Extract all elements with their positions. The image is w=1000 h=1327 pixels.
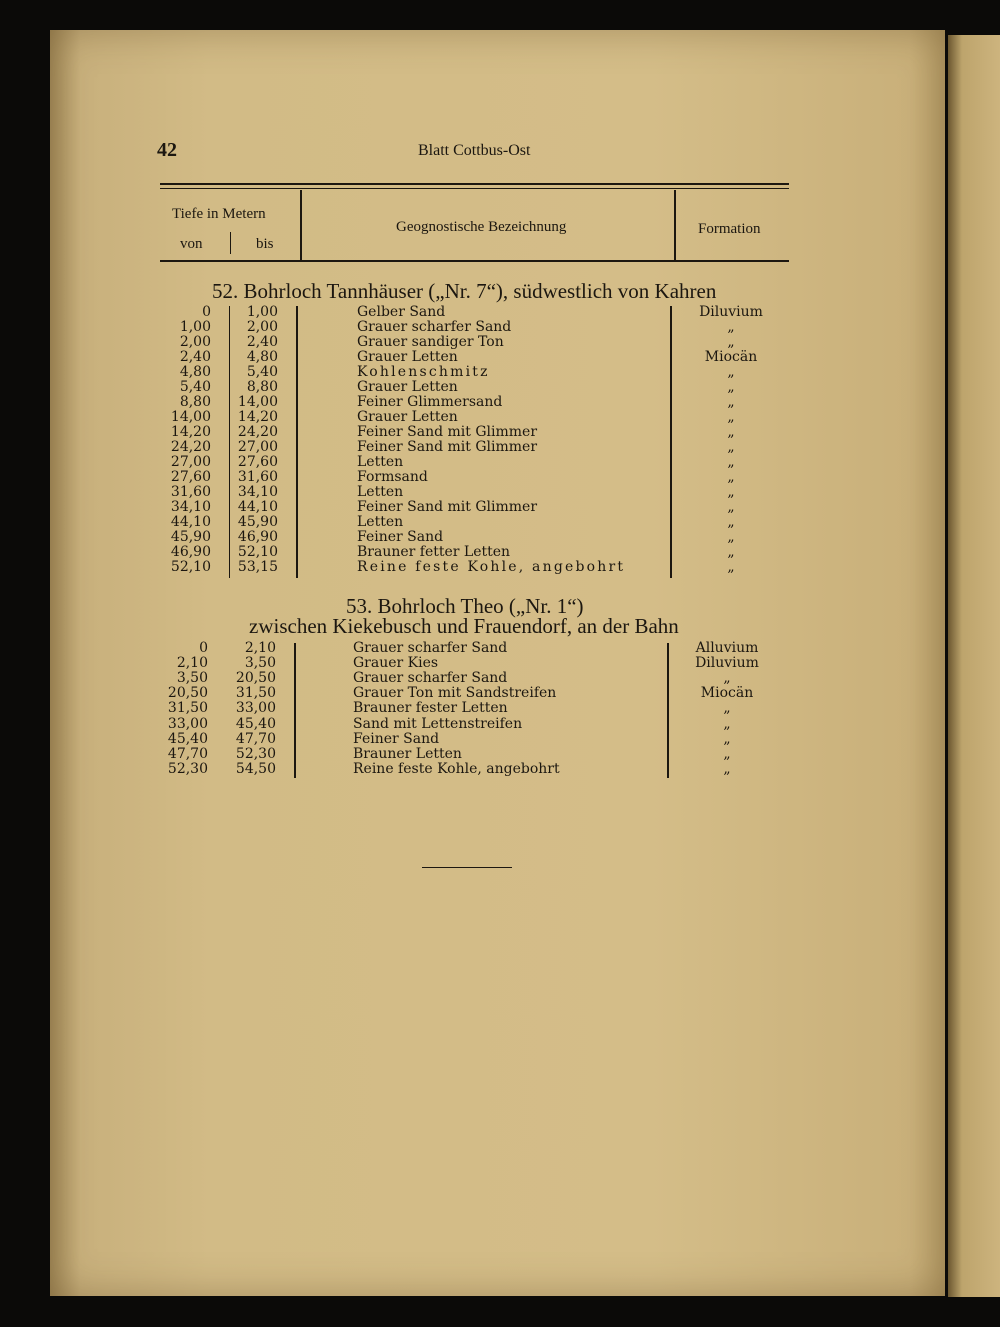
depth-from-cell: 20,50 — [167, 685, 208, 702]
to-header: bis — [256, 236, 274, 252]
depth-to-cell: 2,10 — [244, 640, 276, 656]
formation-cell: Diluvium — [699, 304, 763, 320]
depth-to-cell: 1,00 — [246, 304, 278, 320]
description-cell: Feiner Sand mit Glimmer — [357, 439, 538, 455]
depth-from-cell: 8,80 — [179, 394, 211, 410]
depth-to-cell: 44,10 — [237, 499, 278, 515]
depth-to-cell: 8,80 — [246, 379, 278, 395]
formation-cell: „ — [727, 454, 735, 470]
depth-from-cell: 45,40 — [167, 730, 208, 747]
depth-from-cell: 14,20 — [170, 424, 211, 440]
description-cell: Letten — [357, 484, 404, 500]
formation-cell: „ — [727, 484, 735, 500]
formation-cell: „ — [723, 715, 731, 732]
depth-from-cell: 46,90 — [170, 544, 211, 560]
depth-to-cell: 2,00 — [246, 319, 278, 335]
depth-from-cell: 33,00 — [167, 715, 208, 732]
header-divider-2 — [674, 190, 676, 260]
formation-cell: „ — [727, 394, 735, 410]
depth-to-cell: 24,20 — [237, 424, 278, 440]
section-53-title-line1: 53. Bohrloch Theo („Nr. 1“) — [346, 594, 584, 618]
formation-cell: „ — [727, 319, 735, 335]
formation-cell: „ — [723, 760, 731, 777]
depth-to-cell: 34,10 — [237, 484, 278, 500]
formation-cell: „ — [727, 469, 735, 485]
description-cell: Grauer Letten — [357, 409, 458, 425]
description-cell: Feiner Sand mit Glimmer — [357, 424, 538, 440]
formation-cell: „ — [727, 529, 735, 545]
description-cell: Feiner Sand mit Glimmer — [357, 499, 538, 515]
formation-cell: Diluvium — [695, 655, 759, 672]
description-cell: Grauer Letten — [357, 379, 458, 395]
formation-cell: „ — [727, 409, 735, 425]
formation-cell: „ — [727, 514, 735, 530]
depth-to-cell: 31,60 — [237, 469, 278, 485]
section-53-divider-formation — [667, 643, 669, 778]
depth-to-cell: 4,80 — [246, 349, 278, 365]
depth-from-cell: 1,00 — [179, 319, 211, 335]
description-cell: Grauer scharfer Sand — [353, 640, 508, 656]
depth-to-cell: 33,00 — [235, 700, 276, 717]
description-cell: Reine feste Kohle, angebohrt — [353, 760, 560, 777]
depth-from-cell: 0 — [202, 304, 211, 320]
formation-cell: „ — [723, 730, 731, 747]
description-cell: Letten — [357, 514, 404, 530]
description-cell: Feiner Sand — [357, 529, 444, 545]
depth-from-cell: 27,00 — [170, 454, 211, 470]
description-header: Geognostische Bezeichnung — [396, 219, 567, 235]
depth-to-cell: 2,40 — [246, 334, 278, 350]
depth-from-cell: 14,00 — [170, 409, 211, 425]
formation-cell: „ — [727, 364, 735, 380]
formation-cell: Miocän — [704, 349, 758, 365]
depth-to-cell: 54,50 — [235, 760, 276, 777]
depth-to-cell: 53,15 — [237, 559, 278, 575]
formation-cell: „ — [727, 379, 735, 395]
formation-cell: „ — [727, 439, 735, 455]
description-cell: Feiner Glimmersand — [357, 394, 503, 410]
depth-from-cell: 2,10 — [176, 655, 208, 672]
section-53-divider-desc — [294, 643, 296, 778]
description-cell: Grauer scharfer Sand — [357, 319, 512, 335]
depth-to-cell: 46,90 — [237, 529, 278, 545]
depth-to-cell: 52,30 — [235, 745, 276, 762]
description-cell: Grauer Letten — [357, 349, 458, 365]
adjacent-page-edge — [948, 35, 1000, 1297]
depth-to-cell: 45,40 — [235, 715, 276, 732]
depth-to-cell: 52,10 — [237, 544, 278, 560]
section-52-title: 52. Bohrloch Tannhäuser („Nr. 7“), südwestlich von Kahren — [212, 279, 717, 303]
description-cell: Letten — [357, 454, 404, 470]
formation-cell: „ — [727, 544, 735, 560]
depth-from-cell: 4,80 — [179, 364, 211, 380]
depth-to-cell: 3,50 — [244, 655, 276, 672]
section-53-title-line2: zwischen Kiekebusch und Frauendorf, an der Bahn — [249, 614, 679, 638]
depth-to-cell: 20,50 — [235, 670, 276, 687]
from-header: von — [180, 236, 203, 252]
description-cell: Formsand — [357, 469, 428, 485]
header-divider-1 — [300, 190, 302, 260]
formation-cell: „ — [727, 499, 735, 515]
section-52-divider-formation — [670, 306, 672, 578]
depth-from-cell: 52,10 — [170, 559, 211, 575]
depth-to-cell: 45,90 — [237, 514, 278, 530]
depth-from-cell: 34,10 — [170, 499, 211, 515]
depth-from-cell: 47,70 — [167, 745, 208, 762]
depth-from-cell: 31,50 — [167, 700, 208, 717]
description-cell: Gelber Sand — [357, 304, 446, 320]
depth-header: Tiefe in Metern — [172, 206, 266, 222]
depth-from-cell: 3,50 — [176, 670, 208, 687]
formation-cell: „ — [727, 424, 735, 440]
header-top-rule — [160, 183, 789, 185]
depth-to-cell: 31,50 — [235, 685, 276, 702]
depth-from-cell: 24,20 — [170, 439, 211, 455]
formation-cell: Miocän — [700, 685, 754, 702]
depth-from-cell: 5,40 — [179, 379, 211, 395]
depth-from-cell: 44,10 — [170, 514, 211, 530]
depth-to-cell: 27,60 — [237, 454, 278, 470]
header-divider-von-bis — [230, 232, 231, 254]
description-cell: Sand mit Lettenstreifen — [353, 715, 523, 732]
depth-from-cell: 2,40 — [179, 349, 211, 365]
formation-cell: „ — [727, 559, 735, 575]
section-52-divider-desc — [296, 306, 298, 578]
description-cell: Grauer sandiger Ton — [357, 334, 504, 350]
depth-to-cell: 47,70 — [235, 730, 276, 747]
description-cell: Reine feste Kohle, angebohrt — [357, 559, 626, 575]
description-cell: Grauer Kies — [353, 655, 439, 672]
running-title: Blatt Cottbus-Ost — [418, 142, 531, 159]
depth-from-cell: 52,30 — [167, 760, 208, 777]
depth-to-cell: 14,20 — [237, 409, 278, 425]
description-cell: Grauer scharfer Sand — [353, 670, 508, 687]
formation-cell: „ — [727, 334, 735, 350]
description-cell: Kohlenschmitz — [357, 364, 490, 380]
formation-cell: „ — [723, 700, 731, 717]
description-cell: Grauer Ton mit Sandstreifen — [353, 685, 557, 702]
description-cell: Brauner Letten — [353, 745, 462, 762]
formation-cell: „ — [723, 670, 731, 687]
depth-from-cell: 45,90 — [170, 529, 211, 545]
formation-cell: „ — [723, 745, 731, 762]
depth-from-cell: 27,60 — [170, 469, 211, 485]
depth-from-cell: 31,60 — [170, 484, 211, 500]
depth-to-cell: 14,00 — [237, 394, 278, 410]
depth-from-cell: 0 — [199, 640, 208, 656]
header-top-rule-thin — [160, 188, 789, 189]
depth-to-cell: 27,00 — [237, 439, 278, 455]
end-rule — [422, 867, 512, 868]
header-bottom-rule — [160, 260, 789, 262]
depth-from-cell: 2,00 — [179, 334, 211, 350]
formation-header: Formation — [698, 221, 761, 237]
depth-to-cell: 5,40 — [246, 364, 278, 380]
description-cell: Brauner fetter Letten — [357, 544, 511, 560]
page-number: 42 — [157, 139, 177, 161]
description-cell: Feiner Sand — [353, 730, 440, 747]
formation-cell: Alluvium — [695, 640, 759, 656]
description-cell: Brauner fester Letten — [353, 700, 508, 717]
